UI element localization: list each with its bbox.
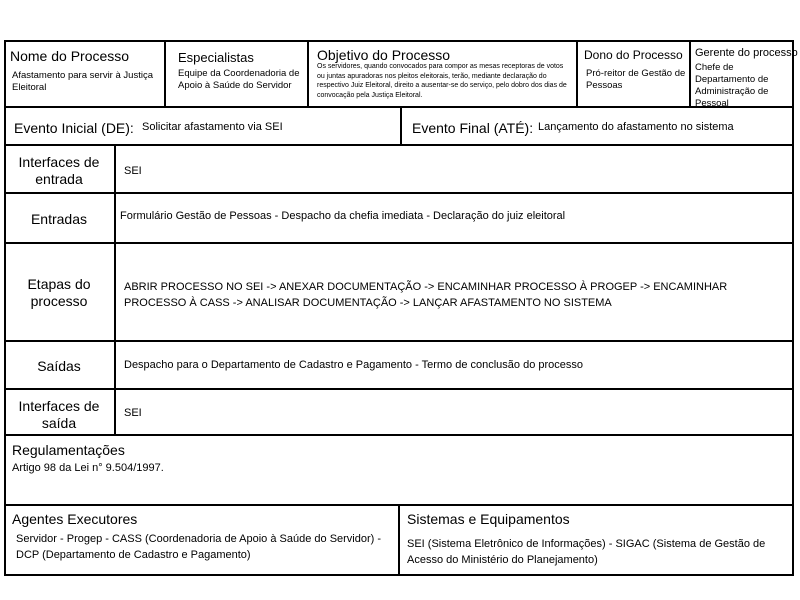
- especialistas-title: Especialistas: [178, 50, 254, 65]
- nome-do-processo-title: Nome do Processo: [10, 48, 130, 64]
- evento-inicial-label: Evento Inicial (DE):: [14, 120, 134, 136]
- evento-final-label: Evento Final (ATÉ):: [412, 120, 534, 136]
- objetivo-title: Objetivo do Processo: [317, 47, 451, 63]
- interfaces-saida-label: Interfaces de saída: [18, 398, 100, 431]
- evento-final-value: Lançamento do afastamento no sistema: [538, 121, 734, 133]
- dono-title: Dono do Processo: [584, 48, 683, 62]
- row-divider: [4, 388, 794, 390]
- label-column-divider: [114, 146, 116, 436]
- sistemas-value: SEI (Sistema Eletrônico de Informações) - SIGAC (Sistema de Gestão de Acesso do Ministério do Planejamento): [407, 538, 766, 566]
- bottom-column-divider: [398, 506, 400, 576]
- etapas-label: Etapas do processo: [27, 276, 91, 309]
- agentes-value: Servidor - Progep - CASS (Coordenadoria de Apoio à Saúde do Servidor) - DCP (Departamento de Cadastro e Pagamento): [16, 533, 382, 561]
- dono-cell: [576, 40, 690, 106]
- etapas-value: ABRIR PROCESSO NO SEI -> ANEXAR DOCUMENTAÇÃO -> ENCAMINHAR PROCESSO À PROGEP -> ENCAMINHAR PROCESSO À CASS -> ANALISAR DOCUMENTAÇÃO -> LANÇAR AFASTAMENTO NO SISTEMA: [124, 281, 728, 309]
- interfaces-saida-value: SEI: [124, 407, 142, 419]
- agentes-title: Agentes Executores: [12, 511, 138, 527]
- gerente-value: Chefe de Departamento de Administração de Pessoal: [695, 62, 769, 109]
- header-row: [4, 40, 798, 109]
- especialistas-cell: [164, 40, 308, 106]
- entradas-value: Formulário Gestão de Pessoas - Despacho da chefia imediata - Declaração do juiz eleitoral: [120, 210, 566, 222]
- evento-inicial-value: Solicitar afastamento via SEI: [142, 121, 283, 133]
- entradas-label: Entradas: [30, 211, 88, 227]
- gerente-title: Gerente do processo: [695, 47, 798, 59]
- row-divider: [4, 242, 794, 244]
- gerente-cell: [689, 40, 798, 109]
- row-divider: [4, 340, 794, 342]
- saidas-value: Despacho para o Departamento de Cadastro e Pagamento - Termo de conclusão do processo: [124, 359, 584, 371]
- eventos-row: [4, 108, 794, 146]
- sistemas-title: Sistemas e Equipamentos: [407, 511, 570, 527]
- regulamentacoes-title: Regulamentações: [12, 442, 125, 458]
- interfaces-entrada-label: Interfaces de entrada: [18, 154, 100, 187]
- eventos-divider: [400, 108, 402, 144]
- nome-do-processo-value: Afastamento para servir à Justiça Eleitoral: [12, 70, 153, 93]
- nome-do-processo-cell: [4, 40, 162, 106]
- interfaces-entrada-value: SEI: [124, 165, 142, 177]
- objetivo-value: Os servidores, quando convocados para compor as mesas receptoras de votos ou juntas apuradoras nos pleitos eleitorais, terão, mediante declaração do respectivo Juiz Eleitoral, direito a ausentar-se do serviço, pelo dobro dos dias de convocação pela Justiça Eleitoral.: [317, 63, 567, 99]
- dono-value: Pró-reitor de Gestão de Pessoas: [586, 68, 686, 91]
- objetivo-cell: [307, 40, 577, 106]
- row-divider: [4, 434, 794, 436]
- especialistas-value: Equipe da Coordenadoria de Apoio à Saúde do Servidor: [178, 68, 300, 91]
- regulamentacoes-value: Artigo 98 da Lei n° 9.504/1997.: [12, 462, 164, 474]
- saidas-label: Saídas: [37, 358, 81, 374]
- row-divider: [4, 192, 794, 194]
